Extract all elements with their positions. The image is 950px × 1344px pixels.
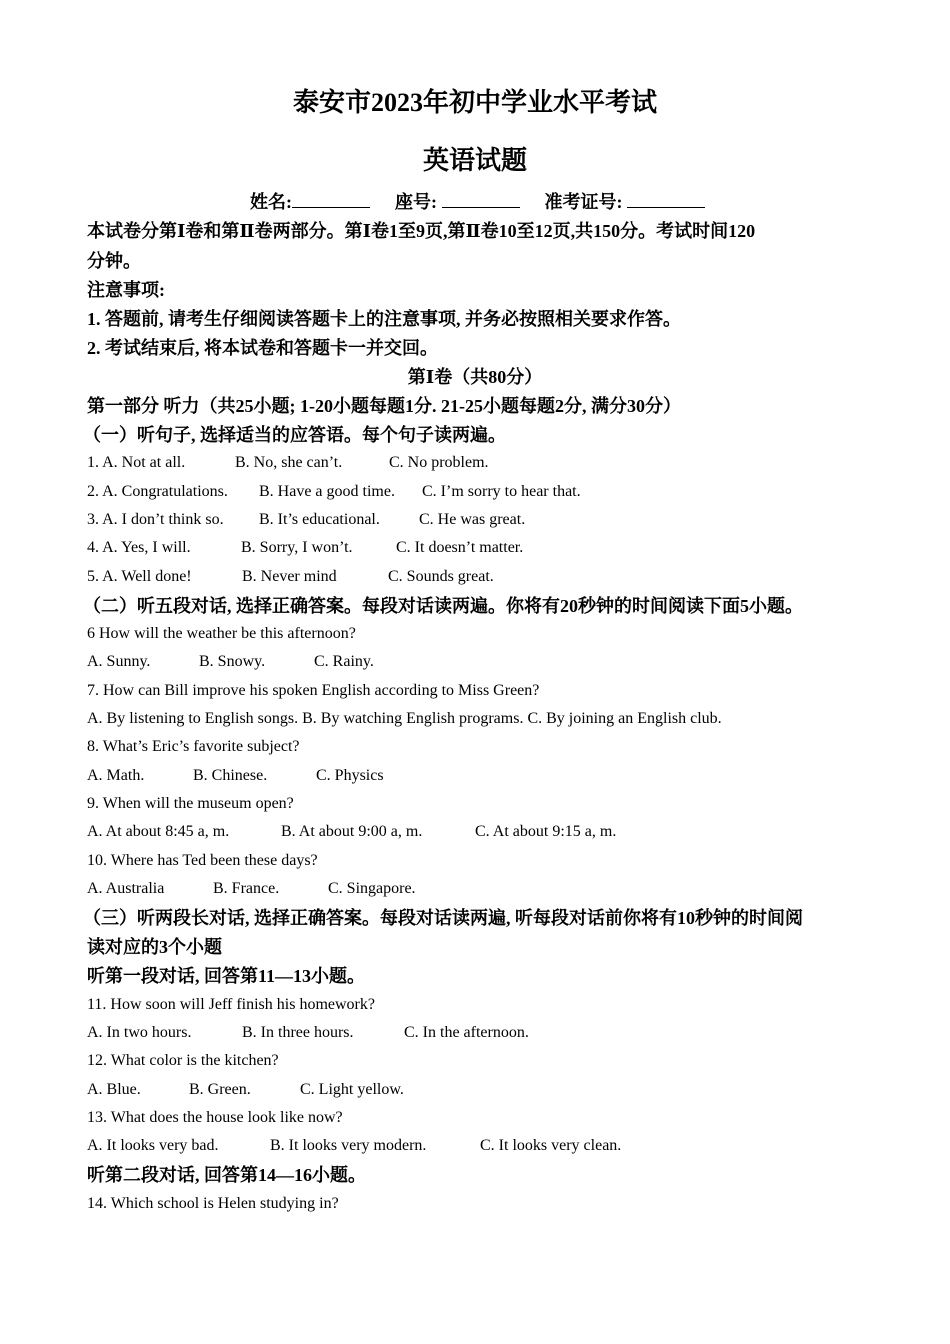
question-10-stem: 10. Where has Ted been these days? [87, 852, 318, 869]
option-a: 4. A. Yes, I will. [87, 539, 191, 556]
section1-heading: （一）听句子, 选择适当的应答语。每个句子读两遍。 [83, 425, 506, 445]
question-12-stem: 12. What color is the kitchen? [87, 1052, 279, 1069]
option-c: C. Rainy. [314, 653, 374, 670]
option-a: 3. A. I don’t think so. [87, 511, 224, 528]
intro-line-2: 分钟。 [87, 251, 141, 271]
question-5 [87, 569, 494, 585]
notice-item-2: 2. 考试结束后, 将本试卷和答题卡一并交回。 [87, 338, 438, 358]
option-a: A. In two hours. [87, 1024, 192, 1041]
name-label: 姓名: [250, 192, 292, 212]
option-a: A. It looks very bad. [87, 1137, 219, 1154]
part1-heading: 第一部分 听力（共25小题; 1-20小题每题1分. 21-25小题每题2分, 满分30分） [87, 396, 681, 416]
option-b: B. No, she can’t. [235, 454, 343, 471]
option-b: B. Chinese. [193, 767, 268, 784]
question-9-stem: 9. When will the museum open? [87, 795, 294, 812]
question-8-stem: 8. What’s Eric’s favorite subject? [87, 738, 300, 755]
intro-line-1: 本试卷分第Ⅰ卷和第Ⅱ卷两部分。第Ⅰ卷1至9页,第Ⅱ卷10至12页,共150分。考试时间120 [87, 221, 756, 241]
volume-heading: 第Ⅰ卷（共80分） [407, 367, 543, 387]
seat-label: 座号: [395, 192, 437, 212]
seat-blank [442, 192, 520, 208]
exam-title: 泰安市2023年初中学业水平考试 [292, 88, 657, 117]
question-14-stem: 14. Which school is Helen studying in? [87, 1195, 339, 1212]
notice-item-1: 1. 答题前, 请考生仔细阅读答题卡上的注意事项, 并务必按照相关要求作答。 [87, 309, 681, 329]
option-a: 5. A. Well done! [87, 568, 192, 585]
option-c: C. In the afternoon. [404, 1024, 529, 1041]
option-c: C. Light yellow. [300, 1081, 404, 1098]
question-8-options [87, 768, 384, 784]
option-c: C. I’m sorry to hear that. [422, 483, 581, 500]
option-a: A. Math. [87, 767, 145, 784]
section3-heading-line-2: 读对应的3个小题 [87, 937, 222, 957]
option-a: 1. A. Not at all. [87, 454, 186, 471]
option-c: C. Physics [316, 767, 384, 784]
option-b: B. It looks very modern. [270, 1137, 427, 1154]
option-a: 2. A. Congratulations. [87, 483, 228, 500]
option-c: C. At about 9:15 a, m. [475, 823, 617, 840]
option-b: B. France. [213, 880, 280, 897]
question-11-options [87, 1025, 529, 1041]
exam-no-label: 准考证号: [544, 192, 623, 212]
option-c: C. No problem. [389, 454, 489, 471]
dialog2-heading: 听第二段对话, 回答第14—16小题。 [87, 1165, 366, 1185]
option-b: B. Green. [189, 1081, 251, 1098]
option-c: C. Sounds great. [388, 568, 494, 585]
name-blank [292, 192, 370, 208]
question-3 [87, 512, 525, 528]
option-c: C. He was great. [419, 511, 526, 528]
section3-heading-line-1: （三）听两段长对话, 选择正确答案。每段对话读两遍, 听每段对话前你将有10秒钟的时间阅 [83, 908, 803, 928]
option-b: B. At about 9:00 a, m. [281, 823, 423, 840]
question-9-options [87, 824, 616, 840]
option-a: A. Australia [87, 880, 165, 897]
option-a: A. At about 8:45 a, m. [87, 823, 230, 840]
option-c: C. It looks very clean. [480, 1137, 622, 1154]
question-1 [87, 455, 489, 471]
option-a: A. Blue. [87, 1081, 141, 1098]
candidate-info-row [250, 192, 705, 211]
option-c: C. It doesn’t matter. [396, 539, 524, 556]
option-c: C. By joining an English club. [527, 710, 722, 727]
question-13-stem: 13. What does the house look like now? [87, 1109, 343, 1126]
question-12-options [87, 1082, 404, 1098]
question-2 [87, 484, 581, 500]
question-6-stem: 6 How will the weather be this afternoon? [87, 625, 356, 642]
question-7-options [87, 711, 722, 727]
notice-heading: 注意事项: [87, 280, 165, 300]
question-10-options [87, 881, 416, 897]
option-b: B. Sorry, I won’t. [241, 539, 353, 556]
option-a: A. By listening to English songs. [87, 710, 299, 727]
exam-subtitle: 英语试题 [422, 146, 527, 175]
option-a: A. Sunny. [87, 653, 151, 670]
section2-heading: （二）听五段对话, 选择正确答案。每段对话读两遍。你将有20秒钟的时间阅读下面5小题。 [83, 596, 803, 616]
question-6-options [87, 654, 374, 670]
option-b: B. Have a good time. [259, 483, 395, 500]
option-b: B. In three hours. [242, 1024, 354, 1041]
option-b: B. Never mind [242, 568, 337, 585]
question-7-stem: 7. How can Bill improve his spoken English according to Miss Green? [87, 682, 540, 699]
exam-no-blank [627, 192, 705, 208]
question-4 [87, 540, 523, 556]
option-b: B. By watching English programs. [302, 710, 524, 727]
question-13-options [87, 1138, 621, 1154]
option-b: B. It’s educational. [259, 511, 380, 528]
dialog1-heading: 听第一段对话, 回答第11—13小题。 [87, 966, 366, 986]
option-b: B. Snowy. [199, 653, 266, 670]
option-c: C. Singapore. [328, 880, 416, 897]
question-11-stem: 11. How soon will Jeff finish his homework? [87, 996, 375, 1013]
